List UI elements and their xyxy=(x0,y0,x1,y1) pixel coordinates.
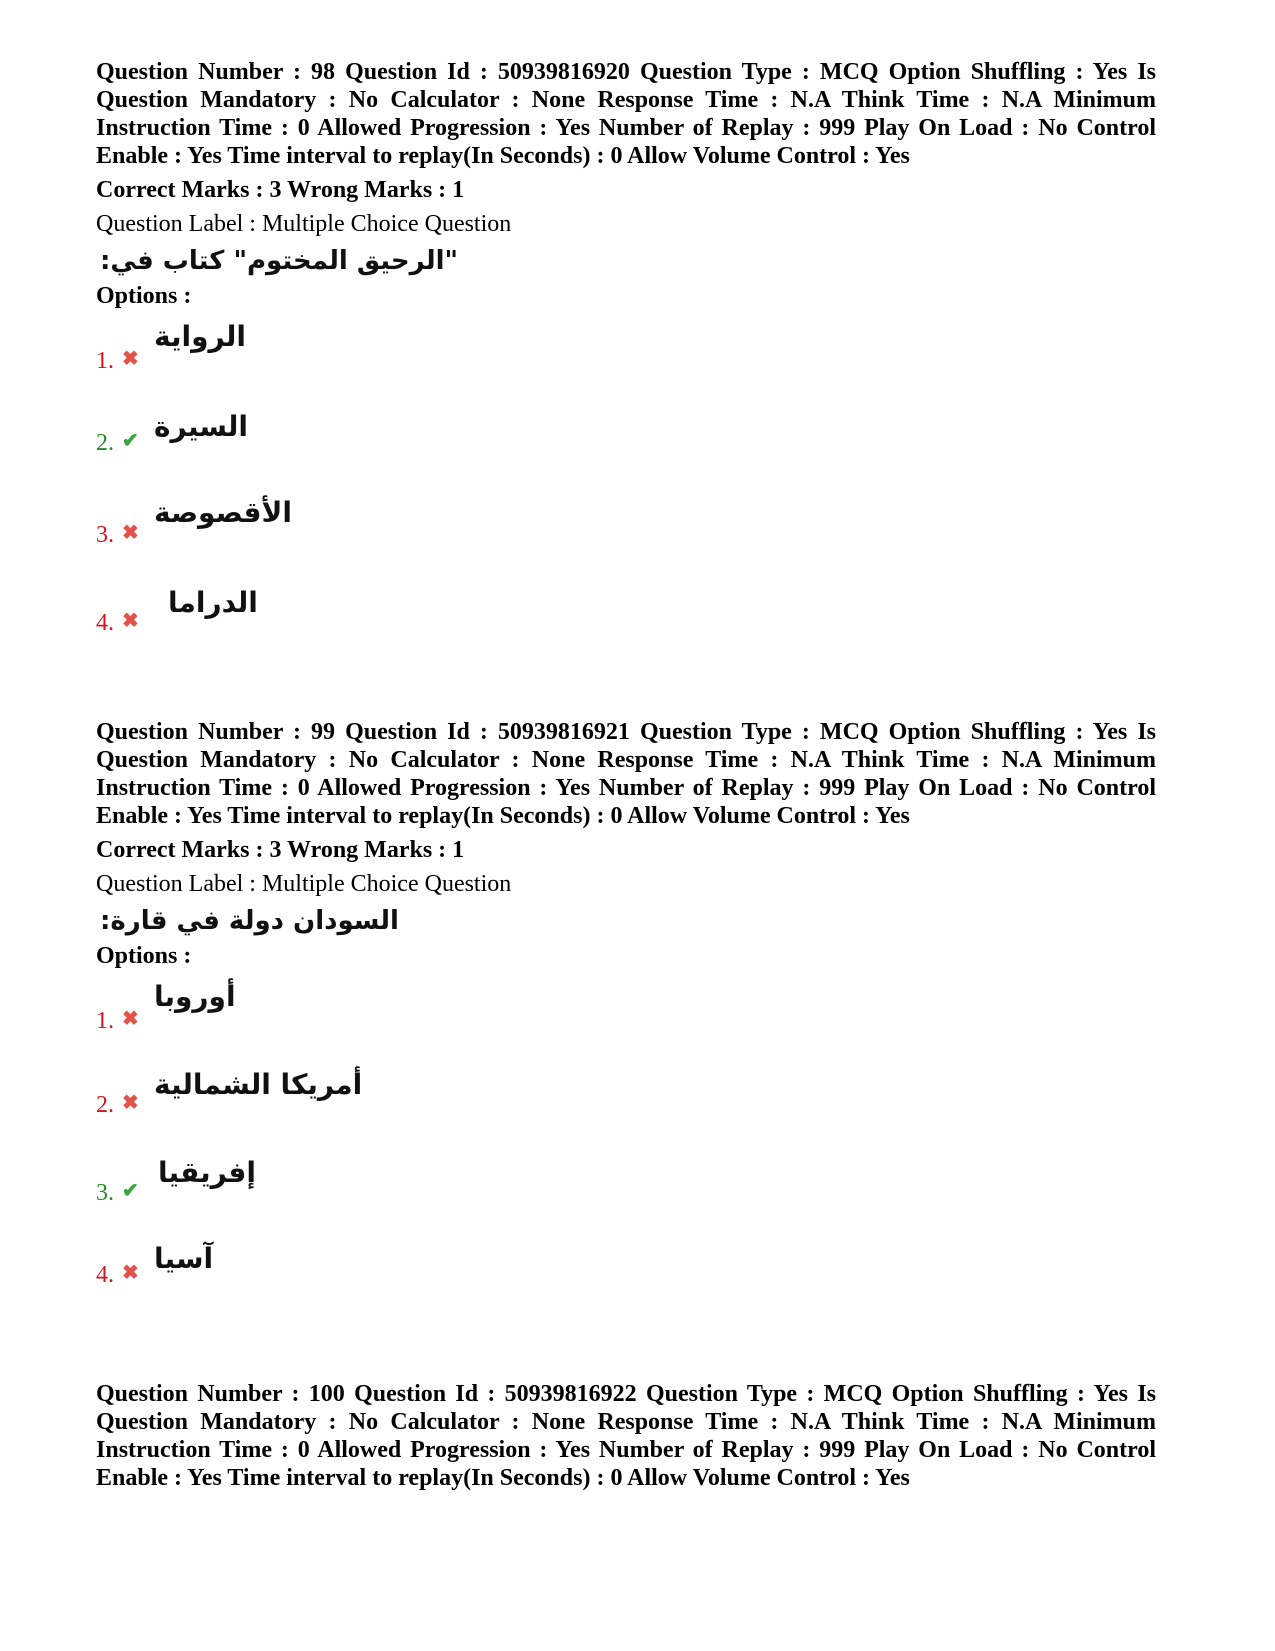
option-number: 1. xyxy=(96,348,114,374)
wrong-icon: ✖ xyxy=(122,348,139,370)
option-text: السيرة xyxy=(154,410,248,443)
question-marks: Correct Marks : 3 Wrong Marks : 1 xyxy=(96,837,465,863)
option-number: 4. xyxy=(96,610,114,636)
question-meta: Question Number : 99 Question Id : 50939816921 Question Type : MCQ Option Shuffling : Yes Is Question Mandatory : No Calculator : None Response Time : N.A Think Time : N.A Minimum Instruction Time : 0 Allowed Progression : Yes Number of Replay : 999 Play On Load : No Control Enable : Yes Time interval to replay(In Seconds) : 0 Allow Volume Control : Yes xyxy=(96,719,1156,829)
option-text: أمريكا الشمالية xyxy=(154,1068,363,1101)
question-99 xyxy=(96,718,1186,1380)
option-number: 3. xyxy=(96,1180,114,1206)
option-text: الدراما xyxy=(168,586,258,619)
option-3 xyxy=(96,496,1186,596)
option-number: 2. xyxy=(96,430,114,456)
question-text: السودان دولة في قارة: xyxy=(100,906,399,936)
option-number: 1. xyxy=(96,1008,114,1034)
question-meta: Question Number : 100 Question Id : 50939816922 Question Type : MCQ Option Shuffling : Yes Is Question Mandatory : No Calculator : None Response Time : N.A Think Time : N.A Minimum Instruction Time : 0 Allowed Progression : Yes Number of Replay : 999 Play On Load : No Control Enable : Yes Time interval to replay(In Seconds) : 0 Allow Volume Control : Yes xyxy=(96,1381,1156,1491)
question-label: Question Label : Multiple Choice Question xyxy=(96,871,512,897)
options-title: Options : xyxy=(96,283,192,309)
option-3 xyxy=(96,1156,1186,1256)
option-text: أوروبا xyxy=(154,980,236,1013)
option-4 xyxy=(96,1242,1186,1348)
option-number: 3. xyxy=(96,522,114,548)
document-page xyxy=(96,58,1186,1492)
question-marks: Correct Marks : 3 Wrong Marks : 1 xyxy=(96,177,465,203)
option-2 xyxy=(96,1068,1186,1164)
option-text: الأقصوصة xyxy=(154,496,292,529)
question-text: "الرحيق المختوم" كتاب في: xyxy=(100,246,459,276)
option-1 xyxy=(96,980,1186,1072)
option-1 xyxy=(96,320,1186,412)
question-98 xyxy=(96,58,1186,718)
wrong-icon: ✖ xyxy=(122,1092,139,1114)
option-text: آسيا xyxy=(154,1242,214,1275)
option-text: الرواية xyxy=(154,320,247,353)
option-text: إفريقيا xyxy=(158,1156,256,1189)
question-meta: Question Number : 98 Question Id : 50939816920 Question Type : MCQ Option Shuffling : Yes Is Question Mandatory : No Calculator : None Response Time : N.A Think Time : N.A Minimum Instruction Time : 0 Allowed Progression : Yes Number of Replay : 999 Play On Load : No Control Enable : Yes Time interval to replay(In Seconds) : 0 Allow Volume Control : Yes xyxy=(96,59,1156,169)
check-icon: ✔ xyxy=(122,430,139,452)
question-label: Question Label : Multiple Choice Question xyxy=(96,211,512,237)
wrong-icon: ✖ xyxy=(122,1262,139,1284)
wrong-icon: ✖ xyxy=(122,522,139,544)
wrong-icon: ✖ xyxy=(122,610,139,632)
option-number: 2. xyxy=(96,1092,114,1118)
check-icon: ✔ xyxy=(122,1180,139,1202)
wrong-icon: ✖ xyxy=(122,1008,139,1030)
question-100 xyxy=(96,1380,1186,1492)
option-2 xyxy=(96,412,1186,504)
option-number: 4. xyxy=(96,1262,114,1288)
option-4 xyxy=(96,586,1186,688)
options-title: Options : xyxy=(96,943,192,969)
